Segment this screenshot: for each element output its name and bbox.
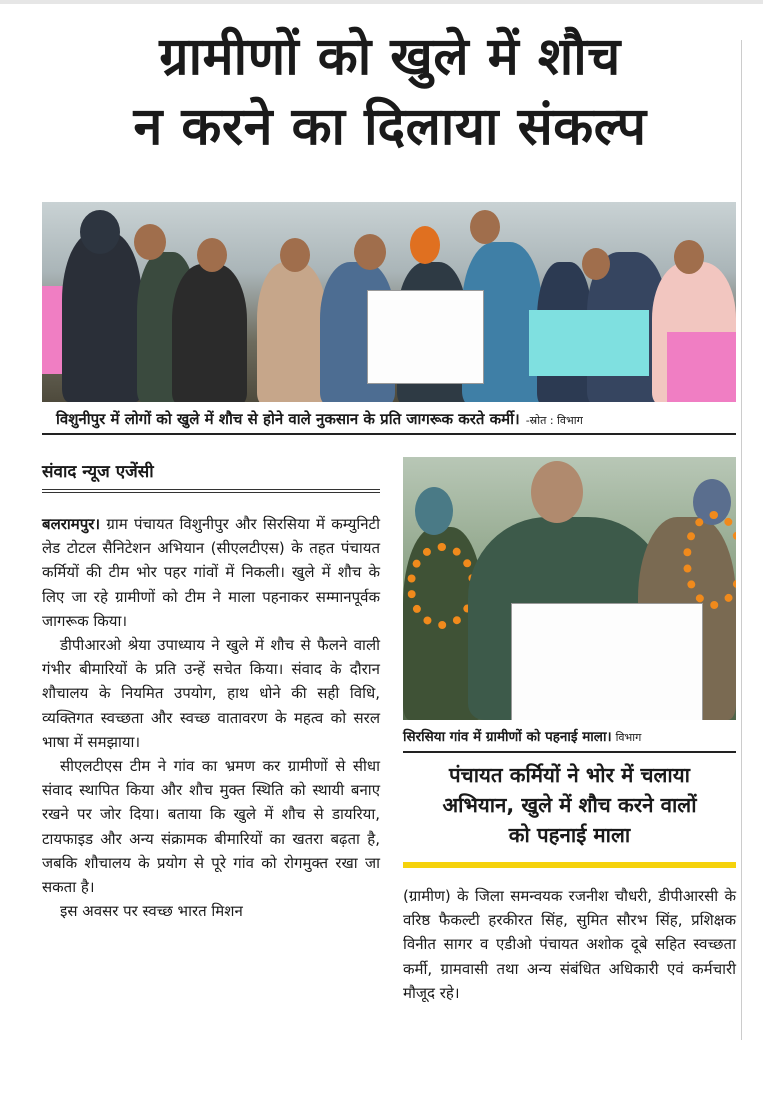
- headline: [40, 22, 740, 162]
- top-strip: [0, 0, 763, 4]
- paragraph: बलरामपुर। ग्राम पंचायत विशुनीपुर और सिरसिया में कम्युनिटी लेड टोटल सैनिटेशन अभियान (सीएलटीएस) के तहत पंचायत कर्मियों की टीम भोर पहर गांवों में निकली। खुले में शौच के लिए जा रहे ग्रामीणों को टीम ने माला पहनाकर सम्मानपूर्वक जागरूक किया।: [42, 515, 380, 630]
- paragraph: (ग्रामीण) के जिला समन्वयक रजनीश चौधरी, डीपीआरसी के वरिष्ठ फैकल्टी हरकीरत सिंह, सुमित सौरभ सिंह, प्रशिक्षक विनीत सागर व एडीओ पंचायत अशोक दूबे सहित स्वच्छता कर्मी, ग्रामवासी तथा अन्य संबंधित अधिकारी एवं कर्मचारी मौजूद रहे।: [403, 887, 736, 1002]
- paragraph: सीएलटीएस टीम ने गांव का भ्रमण कर ग्रामीणों से सीधा संवाद स्थापित किया और शौच मुक्त स्थिति को स्थायी बनाए रखने पर जोर दिया। बताया कि खुले में शौच से डायरिया, टायफाइड और अन्य संक्रामक बीमारियों का खतरा बढ़ता है, जबकि शौचालय के प्रयोग से पूरे गांव को रोगमुक्त रखा जा सकता है।: [42, 757, 380, 897]
- byline: संवाद न्यूज एजेंसी: [42, 453, 380, 493]
- headline-line-2: न करने का दिलाया संकल्प: [133, 97, 647, 157]
- paragraph: इस अवसर पर स्वच्छ भारत मिशन: [60, 902, 243, 921]
- dateline: बलरामपुर।: [42, 515, 101, 533]
- highlight-rule: [403, 862, 736, 868]
- photo-caption: [42, 405, 736, 435]
- caption-source: विभाग: [615, 731, 642, 744]
- handwritten-placard: [367, 290, 484, 384]
- pink-poster-right: [667, 332, 736, 402]
- headline-line-1: ग्रामीणों को खुले में शौच: [159, 27, 621, 87]
- caption-text: सिरसिया गांव में ग्रामीणों को पहनाई माला।: [403, 729, 612, 745]
- handwritten-placard: [511, 603, 703, 720]
- caption-source: -स्रोत : विभाग: [525, 414, 583, 427]
- column-divider: [741, 40, 742, 1040]
- article-body-left: [42, 512, 380, 923]
- garland-photo: [403, 457, 736, 720]
- teal-poster: [529, 310, 649, 376]
- photo-caption: [403, 723, 736, 753]
- caption-text: विशुनीपुर में लोगों को खुले में शौच से होने वाले नुकसान के प्रति जागरूक करते कर्मी।: [56, 410, 520, 428]
- article-body-right: [403, 884, 736, 1005]
- paragraph: डीपीआरओ श्रेया उपाध्याय ने खुले में शौच से फैलने वाली गंभीर बीमारियों के प्रति उन्हें सचेत किया। संवाद के दौरान शौचालय के नियमित उपयोग, हाथ धोने की सही विधि, व्यक्तिगत स्वच्छता और स्वच्छ वातावरण के महत्व को सरल भाषा में समझाया।: [42, 636, 380, 751]
- subheadline: पंचायत कर्मियों ने भोर में चलाया अभियान, खुले में शौच करने वालों को पहनाई माला: [442, 763, 697, 847]
- group-photo: [42, 202, 736, 402]
